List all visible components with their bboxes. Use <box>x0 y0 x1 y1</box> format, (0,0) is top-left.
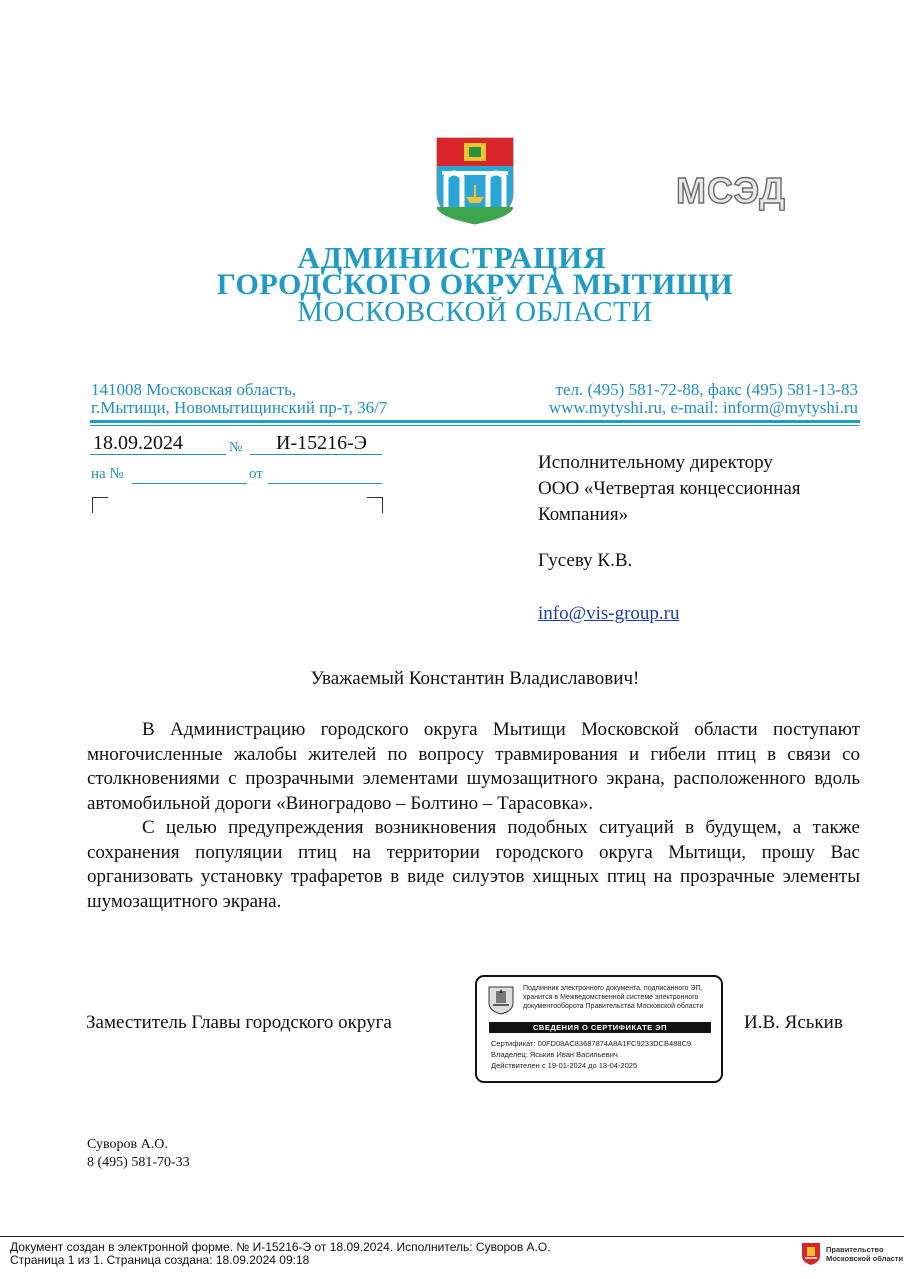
stamp-header-line-3: документооборота Правительства Московской области <box>523 1003 704 1010</box>
stamp-header-line-1: Подлинник электронного документа, подписанного ЭП, <box>523 985 703 992</box>
signer-position: Заместитель Главы городского округа <box>86 1012 392 1033</box>
footer-info <box>10 1241 551 1267</box>
address-field-corner-left <box>92 497 108 513</box>
e-signature-stamp <box>475 975 723 1083</box>
registration-date: 18.09.2024 <box>93 432 183 454</box>
addressee-line-3: Компания» <box>538 504 629 525</box>
government-emblem-icon <box>801 1242 821 1266</box>
footer-divider <box>0 1236 904 1237</box>
stamp-header-line-2: хранится в Межведомственной системе электронного <box>523 994 699 1001</box>
registration-number: И-15216-Э <box>276 432 367 454</box>
date-underline <box>90 454 226 455</box>
org-address <box>91 381 387 417</box>
number-underline <box>250 454 382 455</box>
body-paragraph-2: С целью предупреждения возникновения подобных ситуаций в будущем, а также сохранения популяции птиц на территории городского округа Мытищи, прошу Вас организовать установку трафаретов в виде силуэтов хищных птиц на прозрачные элементы шумозащитного экрана. <box>87 817 860 912</box>
org-name-line-3: МОСКОВСКОЙ ОБЛАСТИ <box>297 296 653 328</box>
letterhead-divider <box>90 420 860 423</box>
letter-body <box>87 718 860 914</box>
city-coat-of-arms-icon <box>436 137 514 225</box>
org-name-line-2: ГОРОДСКОГО ОКРУГА МЫТИЩИ <box>216 268 734 301</box>
org-name-line-1: АДМИНИСТРАЦИЯ <box>297 240 607 275</box>
registration-number-label: № <box>229 440 243 455</box>
signer-name: И.В. Яськив <box>744 1012 843 1033</box>
stamp-certificate: Сертификат: 00FD08AC83687874A8A1FC9233DCB488C9 <box>491 1039 692 1048</box>
stamp-owner: Владелец: Яськив Иван Васильевич <box>491 1050 618 1059</box>
org-address-line-1: 141008 Московская область, <box>91 380 297 399</box>
reference-number-underline <box>132 483 247 484</box>
reference-date-underline <box>268 483 382 484</box>
org-phone-fax: тел. (495) 581-72-88, факс (495) 581-13-83 <box>555 380 858 399</box>
letterhead-divider-thin <box>90 425 860 426</box>
government-label-line-1: Правительство <box>826 1245 884 1254</box>
org-address-line-2: г.Мытищи, Новомытищинский пр-т, 36/7 <box>91 398 388 417</box>
stamp-validity: Действителен с 19-01-2024 до 13-04-2025 <box>491 1061 638 1070</box>
reference-from-label: от <box>249 466 263 482</box>
footer-line-2: Страница 1 из 1. Страница создана: 18.09.2024 09:18 <box>10 1253 310 1267</box>
addressee-block <box>538 450 878 627</box>
reference-label: на № <box>91 466 124 482</box>
org-web-email: www.mytyshi.ru, e-mail: inform@mytyshi.ru <box>548 398 858 417</box>
addressee-name: Гусеву К.В. <box>538 550 633 571</box>
stamp-title: СВЕДЕНИЯ О СЕРТИФИКАТЕ ЭП <box>489 1022 711 1033</box>
org-contacts <box>549 381 858 417</box>
executor-phone: 8 (495) 581-70-33 <box>87 1155 190 1170</box>
addressee-email-link[interactable]: info@vis-group.ru <box>538 603 680 624</box>
addressee-line-1: Исполнительному директору <box>538 452 773 473</box>
footer-line-1: Документ создан в электронной форме. № И-15216-Э от 18.09.2024. Исполнитель: Суворов А.О. <box>10 1240 551 1254</box>
address-field-corner-right <box>367 497 383 513</box>
government-label <box>826 1245 903 1263</box>
moscow-region-emblem-icon <box>487 985 515 1015</box>
executor-block <box>87 1136 190 1172</box>
stamp-details <box>491 1038 691 1071</box>
msed-stamp: МСЭД <box>676 170 786 211</box>
executor-name: Суворов А.О. <box>87 1137 168 1152</box>
stamp-header <box>523 984 721 1011</box>
government-label-line-2: Московской области <box>826 1254 904 1263</box>
salutation: Уважаемый Константин Владиславович! <box>310 668 640 689</box>
addressee-line-2: ООО «Четвертая концессионная <box>538 478 801 499</box>
body-paragraph-1: В Администрацию городского округа Мытищи Московской области поступают многочисленные жалобы жителей по вопросу травмирования и гибели птиц в связи со столкновениями с прозрачными элементами шумозащитного экрана, расположенного вдоль автомобильной дороги «Виноградово – Болтино – Тарасовка». <box>87 719 860 814</box>
